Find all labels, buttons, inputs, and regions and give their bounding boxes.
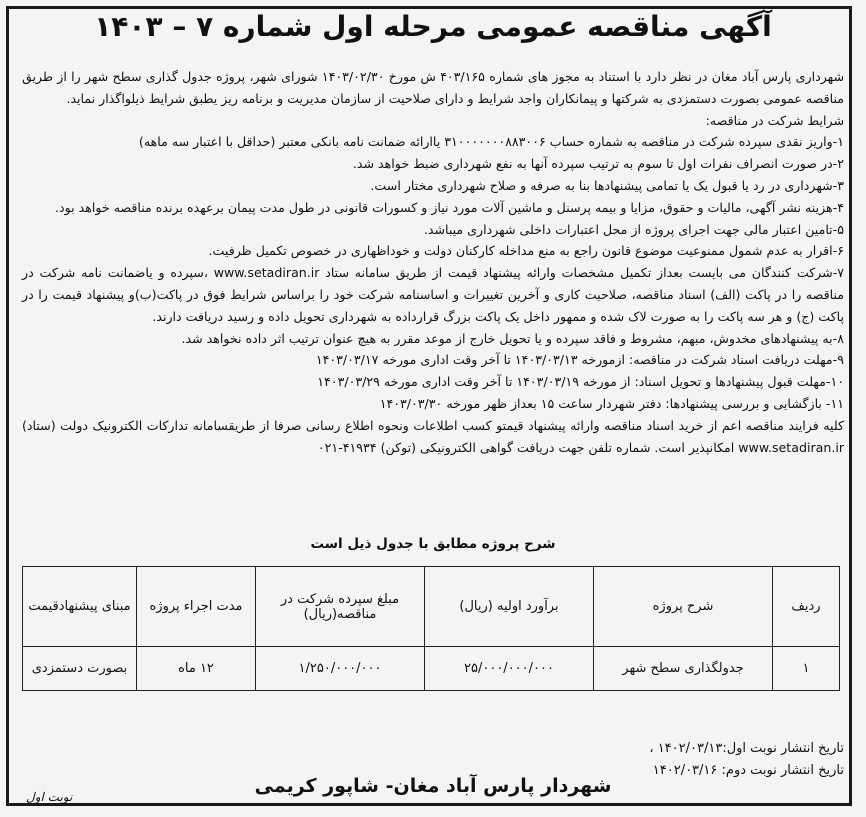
table-caption: شرح پروژه مطابق با جدول ذیل است [310,536,556,552]
condition-1: ۱-واریز نقدی سپرده شرکت در مناقصه به شماره حساب ۳۱۰۰۰۰۰۰۰۸۸۳۰۰۶ یاارائه ضمانت نامه بانکی معتبر (حداقل با اعتبار سه ماهه) [138,134,844,150]
condition-7: ۷-شرکت کنندگان می بایست بعداز تکمیل مشخصات وارائه پیشنهاد قیمت از طریق سامانه ستاد www.setadiran.ir ،سپرده و یاضمانت نامه شرکت در مناقصه را در پاکت (الف) اسناد مناقصه، صلاحیت کاری و آخرین تغییرات و اساسنامه شرکت خود را براساس شرایط فوق در پاکت(ب)و پیشنهاد قیمت را در پاکت (ج) و هر سه پاکت را به صورت لاک شده و ممهور داخل یک پاکت بزرگ قرارداده به شهرداری تحویل داده و رسید دریافت دارند. [22,265,844,324]
header-price-basis: مبنای پیشنهادقیمت [23,567,137,647]
project-table [22,566,840,691]
intro-paragraph: شهرداری پارس آباد مغان در نظر دارد با استناد به مجوز های شماره ۴۰۳/۱۶۵ ش مورخ ۱۴۰۳/۰۲/۳۰ شورای شهر، پروژه جدول گذاری سطح شهر را از طریق مناقصه عمومی بصورت دستمزدی به شرکتها و پیمانکاران واجد شرایط و دارای صلاحیت از سازمان مدیریت و برنامه ریز یطبق شرایط ذیلواگذار نماید. [22,69,844,106]
condition-5: ۵-تامین اعتبار مالی جهت اجرای پروژه از محل اعتبارات داخلی شهرداری میباشد. [423,221,844,237]
condition-8: ۸-به پیشنهادهای مخدوش، مبهم، مشروط و فاقد سپرده و یا تحویل خارج از موعد مقرر به هیچ عنوان ترتیب اثر داده نخواهد شد. [181,330,844,346]
header-duration: مدت اجراء پروژه [137,567,256,647]
signature-line: شهردار پارس آباد مغان- شاپور کریمی [254,775,612,797]
cell-deposit-amount: ۱/۲۵۰/۰۰۰/۰۰۰ [256,647,425,691]
conditions-heading: شرایط شرکت در مناقصه: [705,112,844,128]
header-row-number: ردیف [773,567,840,647]
first-publication-date: تاریخ انتشار نوبت اول:۱۴۰۲/۰۳/۱۳ ، [649,741,844,756]
turn-label: نوبت اول [26,790,73,804]
header-project-description: شرح پروژه [594,567,773,647]
ad-title: آگهی مناقصه عمومی مرحله اول شماره ۷ – ۱۴۰۳ [94,10,772,43]
cell-duration: ۱۲ ماه [137,647,256,691]
condition-3: ۳-شهرداری در رد یا قبول یک یا تمامی پیشنهادها بنا به صرفه و صلاح شهرداری مختار است. [370,177,844,193]
header-initial-estimate: برآورد اولیه (ریال) [425,567,594,647]
header-deposit-amount: مبلغ سپرده شرکت در مناقصه(ریال) [256,567,425,647]
cell-initial-estimate: ۲۵/۰۰۰/۰۰۰/۰۰۰ [425,647,594,691]
second-publication-date: تاریخ انتشار نوبت دوم: ۱۴۰۲/۰۳/۱۶ [652,763,844,778]
condition-4: ۴-هزینه نشر آگهی، مالیات و حقوق، مزایا و بیمه پرسنل و ماشین آلات مورد نیاز و کسورات قانونی در طول مدت پیمان برعهده برنده مناقصه خواهد بود. [55,199,844,215]
condition-6: ۶-اقرار به عدم شمول ممنوعیت موضوع قانون راجع به منع مداخله کارکنان دولت و خوداظهاری در خصوص تکمیل ظرفیت. [208,243,844,259]
cell-price-basis: بصورت دستمزدی [23,647,137,691]
condition-10: ۱۰-مهلت قبول پیشنهادها و تحویل اسناد: از مورخه ۱۴۰۳/۰۳/۱۹ تا آخر وقت اداری مورخه ۱۴۰۳/۰۳/۲۹ [317,374,844,390]
ad-body [22,66,844,458]
cell-project-description: جدولگذاری سطح شهر [594,647,773,691]
condition-11: ۱۱- بازگشایی و بررسی پیشنهادها: دفتر شهردار ساعت ۱۵ بعداز ظهر مورخه ۱۴۰۳/۰۳/۳۰ [379,395,844,411]
closing-paragraph: کلیه فرایند مناقصه اعم از خرید اسناد مناقصه وارائه پیشنهاد قیمتو کسب اطلاعات ونحوه اطلاع رسانی صرفا از طریقسامانه تدارکات الکترونیک دولت (ستاد) www.setadiran.ir امکانپذیر است. شماره تلفن جهت دریافت گواهی الکترونیکی (توکن) ۴۱۹۳۴-۰۲۱ [22,417,844,455]
cell-row-number: ۱ [773,647,840,691]
condition-9: ۹-مهلت دریافت اسناد شرکت در مناقصه: ازمورخه ۱۴۰۳/۰۳/۱۳ تا آخر وقت اداری مورخه ۱۴۰۳/۰۳/۱۷ [315,352,844,368]
condition-2: ۲-در صورت انصراف نفرات اول تا سوم به ترتیب سپرده آنها به نفع شهرداری ضبط خواهد شد. [352,156,844,172]
table-row [23,647,840,691]
table-header-row [23,567,840,647]
